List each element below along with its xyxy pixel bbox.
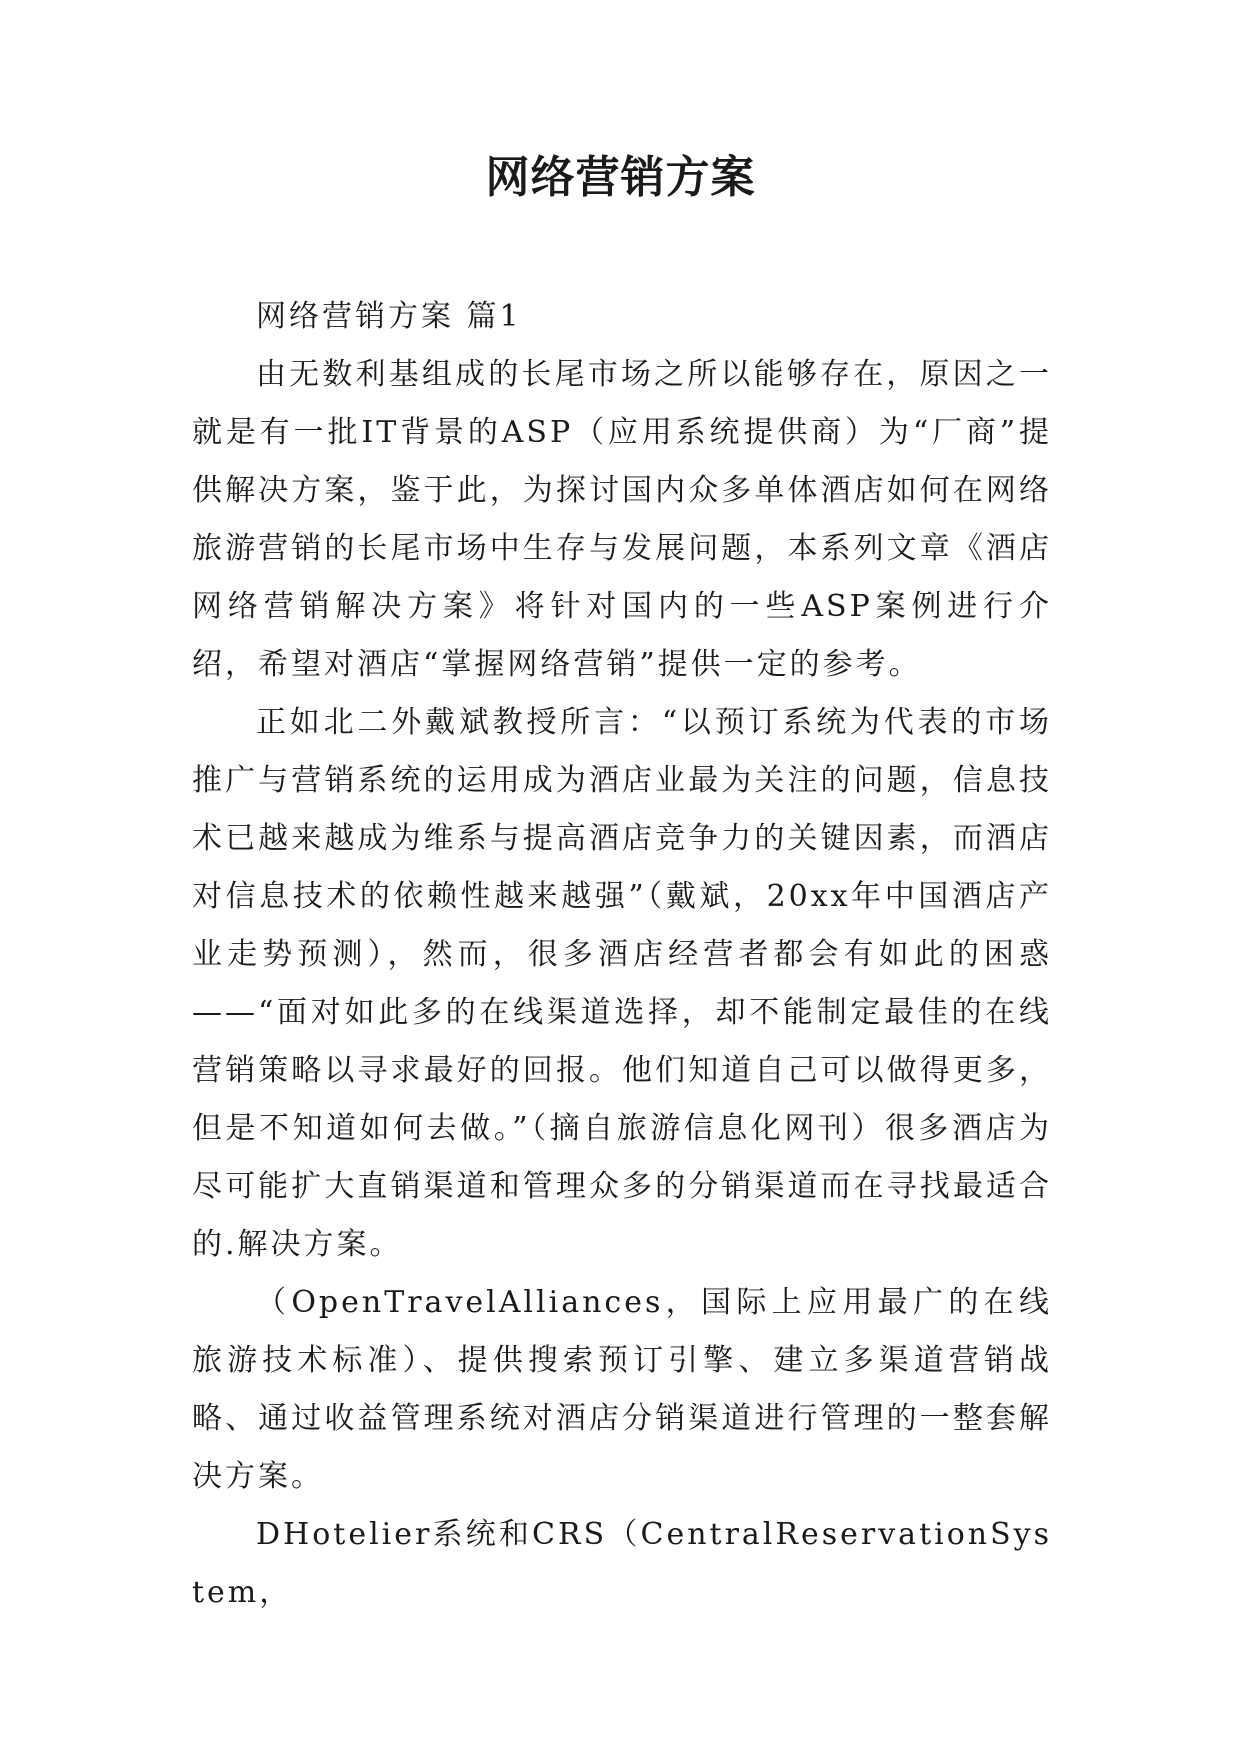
paragraph: DHotelier系统和CRS（CentralReservationSystem， [192,1517,1052,1610]
paragraph: 由无数利基组成的长尾市场之所以能够存在，原因之一就是有一批IT背景的ASP（应用系统提供商）为“厂商”提供解决方案，鉴于此，为探讨国内众多单体酒店如何在网络旅游营销的长尾市场中生存与发展问题，本系列文章《酒店网络营销解决方案》将针对国内的一些ASP案例进行介绍，希望对酒店“掌握网络营销”提供一定的参考。 [192,357,1052,682]
document-title: 网络营销方案 [485,152,756,203]
document-body [192,288,1052,1622]
paragraph: （OpenTravelAlliances，国际上应用最广的在线旅游技术标准）、提供搜索预订引擎、建立多渠道营销战略、通过收益管理系统对酒店分销渠道进行管理的一整套解决方案。 [192,1285,1052,1494]
section-heading: 网络营销方案 篇1 [256,299,522,334]
paragraph: 正如北二外戴斌教授所言：“以预订系统为代表的市场推广与营销系统的运用成为酒店业最为关注的问题，信息技术已越来越成为维系与提高酒店竞争力的关键因素，而酒店对信息技术的依赖性越来越强”（戴斌，20xx年中国酒店产业走势预测），然而，很多酒店经营者都会有如此的困惑——“面对如此多的在线渠道选择，却不能制定最佳的在线营销策略以寻求最好的回报。他们知道自己可以做得更多，但是不知道如何去做。”（摘自旅游信息化网刊）很多酒店为尽可能扩大直销渠道和管理众多的分销渠道而在寻找最适合的.解决方案。 [192,705,1052,1262]
